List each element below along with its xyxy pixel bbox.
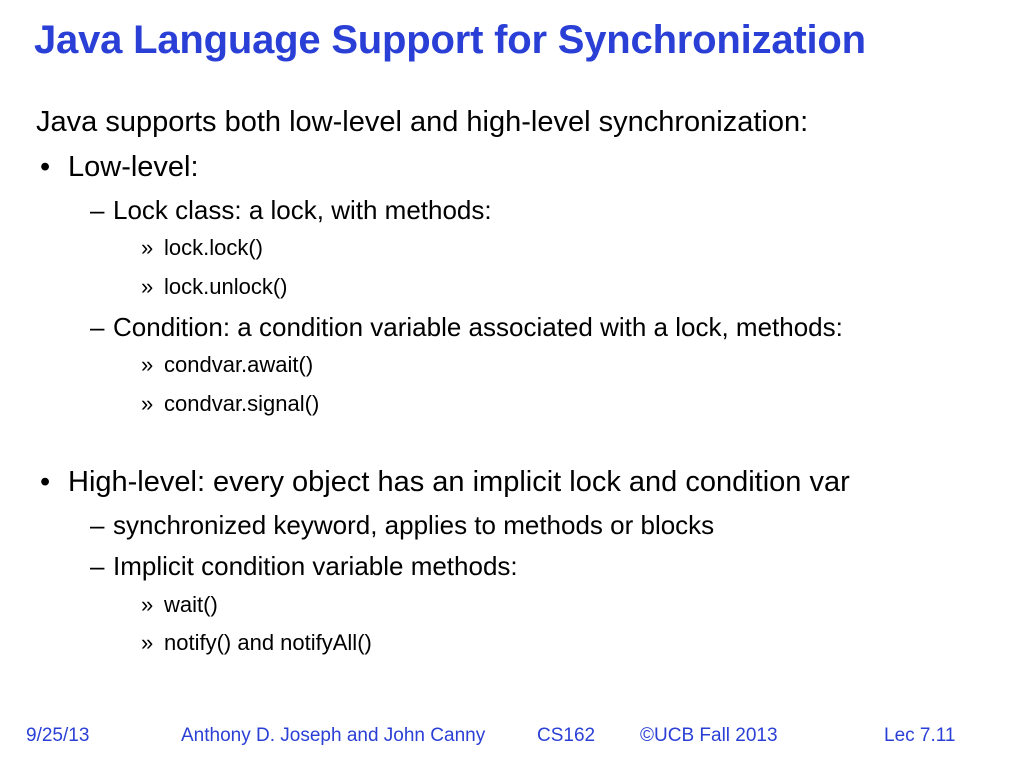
- dash-marker: –: [90, 510, 105, 540]
- bullet-text: Low-level:: [68, 151, 199, 183]
- chevron-marker: »: [141, 274, 154, 299]
- dash-marker: –: [90, 312, 105, 342]
- sub-bullet-text: Implicit condition variable methods:: [113, 551, 518, 581]
- footer-date: 9/25/13: [26, 725, 90, 746]
- chevron-marker: »: [141, 235, 154, 260]
- sub-sub-bullet-text: lock.lock(): [164, 235, 264, 260]
- sub-bullet-text: synchronized keyword, applies to methods or blocks: [113, 510, 715, 540]
- footer-lecture: Lec 7.11: [884, 725, 956, 746]
- footer-copyright: ©UCB Fall 2013: [640, 725, 778, 746]
- chevron-marker: »: [141, 352, 154, 377]
- sub-sub-bullet-text: condvar.await(): [164, 352, 314, 377]
- chevron-marker: »: [141, 391, 154, 416]
- sub-bullet-text: Condition: a condition variable associated with a lock, methods:: [113, 312, 843, 342]
- footer-authors: Anthony D. Joseph and John Canny: [181, 725, 486, 746]
- dash-marker: –: [90, 551, 105, 581]
- sub-sub-bullet-text: wait(): [164, 592, 218, 617]
- bullet-text: High-level: every object has an implicit lock and condition var: [68, 466, 850, 498]
- sub-bullet-text: Lock class: a lock, with methods:: [113, 195, 492, 225]
- intro-text: Java supports both low-level and high-level synchronization:: [36, 106, 809, 138]
- bullet-marker: •: [40, 466, 51, 498]
- slide-title: Java Language Support for Synchronization: [34, 18, 866, 62]
- bullet-marker: •: [40, 151, 51, 183]
- sub-sub-bullet-text: lock.unlock(): [164, 274, 288, 299]
- chevron-marker: »: [141, 592, 154, 617]
- footer-course: CS162: [537, 725, 596, 746]
- sub-sub-bullet-text: condvar.signal(): [164, 391, 320, 416]
- dash-marker: –: [90, 195, 105, 225]
- chevron-marker: »: [141, 630, 154, 655]
- sub-sub-bullet-text: notify() and notifyAll(): [164, 630, 372, 655]
